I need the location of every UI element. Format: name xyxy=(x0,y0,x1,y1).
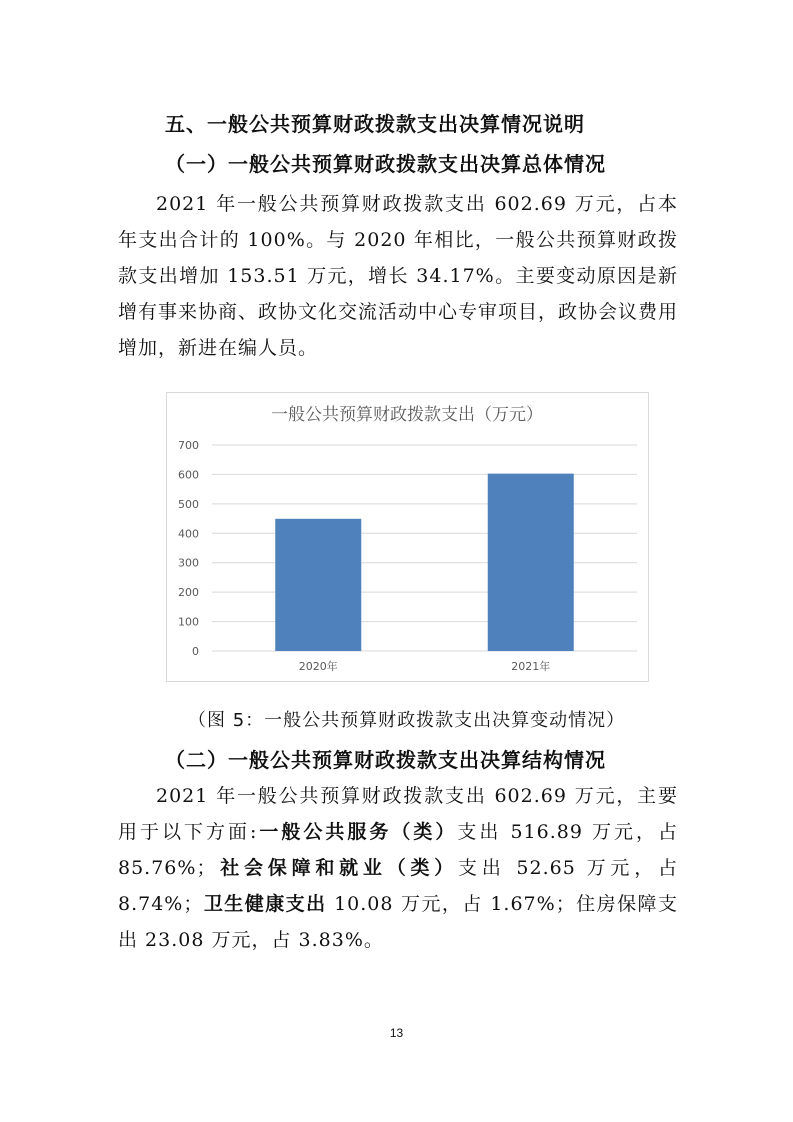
y-tick-label: 0 xyxy=(192,645,199,658)
chart-title: 一般公共预算财政拨款支出（万元） xyxy=(271,405,543,425)
category-health: 卫生健康支出 xyxy=(203,893,327,915)
category-social-security: 社会保障和就业（类） xyxy=(216,857,459,879)
paragraph-structure xyxy=(118,778,678,958)
y-tick-label: 700 xyxy=(178,439,199,452)
chart-svg xyxy=(167,393,648,681)
y-tick-label: 600 xyxy=(178,468,199,482)
y-tick-label: 100 xyxy=(178,615,199,629)
y-tick-label: 400 xyxy=(178,527,199,541)
subsection-heading-overall: （一）一般公共预算财政拨款支出决算总体情况 xyxy=(165,152,606,176)
figure-caption: （图 5：一般公共预算财政拨款支出决算变动情况） xyxy=(188,710,626,731)
paragraph-text: 2021 年一般公共预算财政拨款支出 602.69 万元，主要用于以下方面: xyxy=(118,785,678,843)
y-tick-label: 200 xyxy=(178,586,199,600)
bar-2021年 xyxy=(488,474,574,651)
paragraph-overall: 2021 年一般公共预算财政拨款支出 602.69 万元，占本年支出合计的 100%。与 2020 年相比，一般公共预算财政拨款支出增加 153.51 万元，增长 34.17%。主要变动原因是新增有事来协商、政协文化交流活动中心专审项目，政协会议费用增加，新进在编人员。 xyxy=(118,193,679,359)
paragraph-text: 支出 52.65 万元，占 8.74%； xyxy=(118,857,678,915)
subsection-heading-structure: （二）一般公共预算财政拨款支出决算结构情况 xyxy=(165,748,606,772)
x-tick-label: 2021年 xyxy=(511,660,551,673)
bar-2020年 xyxy=(275,519,361,651)
y-tick-label: 300 xyxy=(178,556,199,570)
paragraph-text: 10.08 万元，占 1.67%；住房保障支出 23.08 万元，占 3.83%。 xyxy=(118,893,678,951)
x-tick-label: 2020年 xyxy=(298,660,338,673)
section-heading: 五、一般公共预算财政拨款支出决算情况说明 xyxy=(165,112,585,136)
paragraph-text: 支出 516.89 万元，占 85.76%； xyxy=(118,821,678,879)
bar-chart xyxy=(166,392,649,682)
page-number: 13 xyxy=(389,1026,404,1040)
category-general-public-services: 一般公共服务（类） xyxy=(257,821,458,843)
y-tick-label: 500 xyxy=(178,497,199,511)
